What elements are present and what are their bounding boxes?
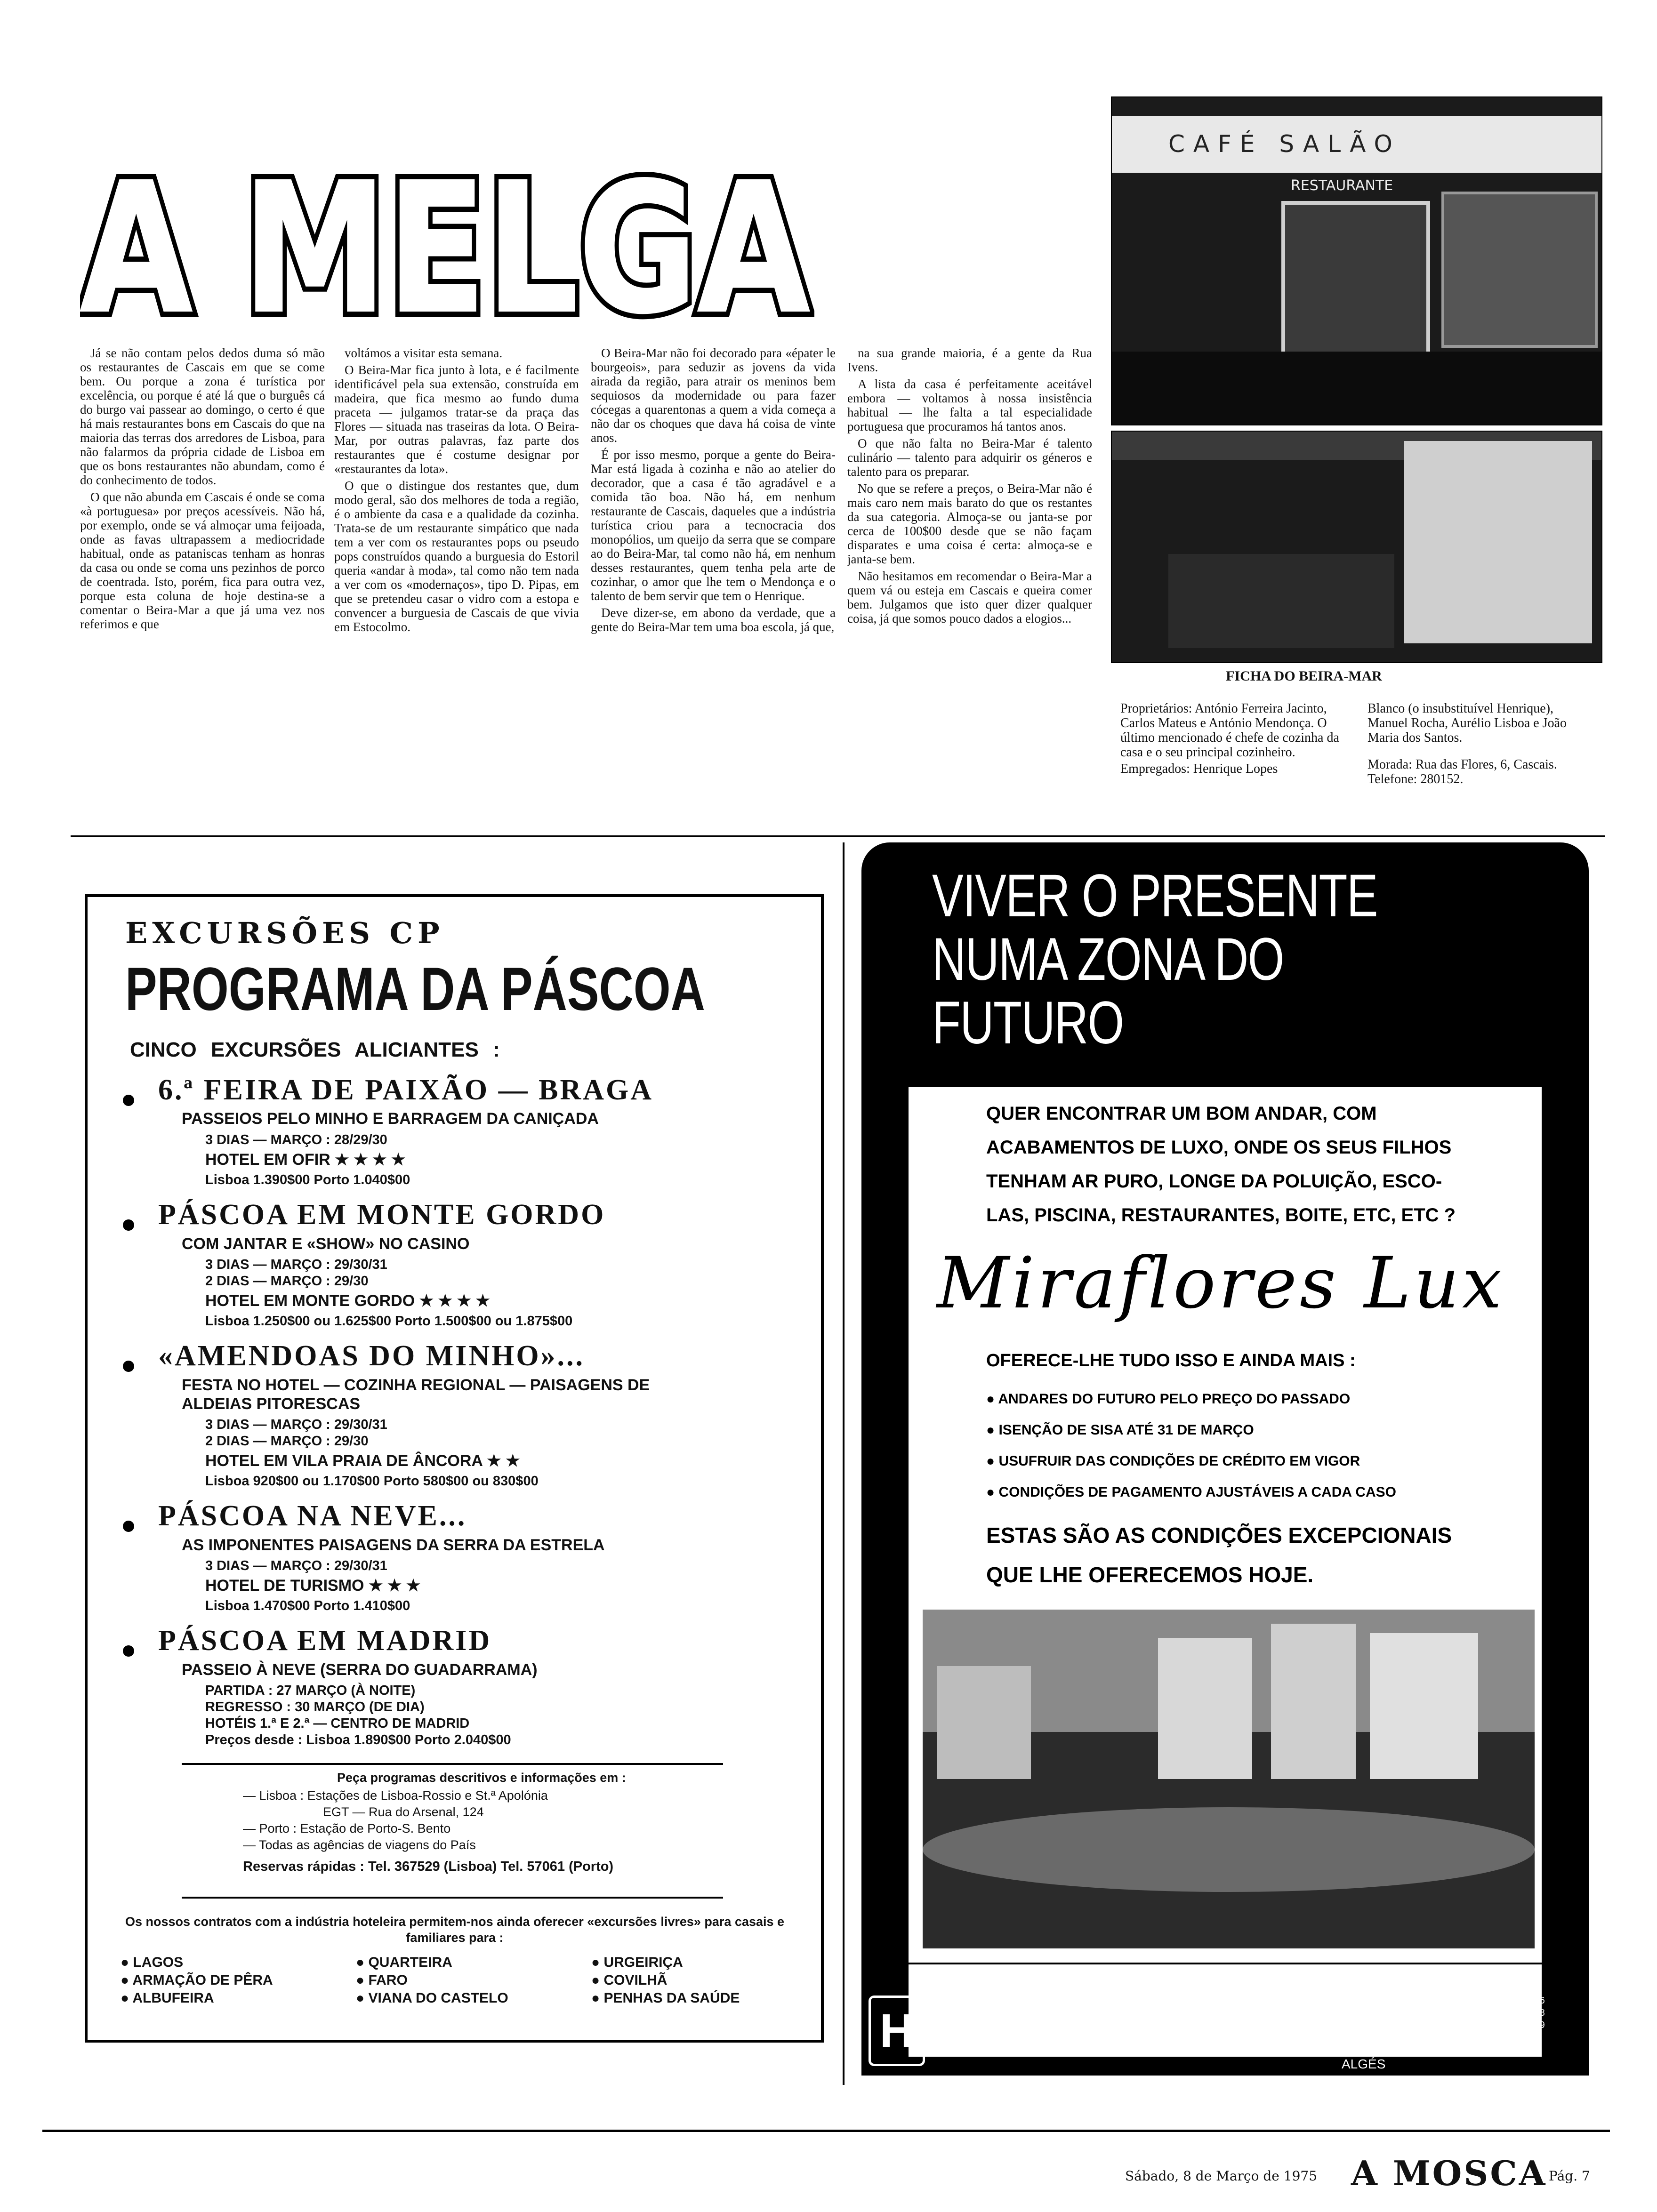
footer-paper-name: A MOSCA [1351, 2153, 1547, 2193]
destination-item: ● ALBUFEIRA [121, 1990, 214, 2006]
reservations-line: Reservas rápidas : Tel. 367529 (Lisboa) Tel. 57061 (Porto) [243, 1859, 614, 1874]
trip-line: Preços desde : Lisboa 1.890$00 Porto 2.040$00 [205, 1732, 511, 1747]
phone-number: 216749 [1513, 2020, 1545, 2030]
ficha-owners [1120, 701, 1360, 776]
town-name: ALGÉS [1342, 2057, 1386, 2071]
ad-title: PROGRAMA DA PÁSCOA [125, 954, 705, 1023]
destination-item: ● COVILHÃ [591, 1972, 668, 1988]
intro-line: ACABAMENTOS DE LUXO, ONDE OS SEUS FILHOS [986, 1137, 1452, 1158]
article-column-1 [80, 346, 325, 634]
trip-line: AS IMPONENTES PAISAGENS DA SERRA DA ESTRELA [182, 1536, 605, 1554]
company-sub: S.A.R.L. [1036, 2024, 1083, 2038]
destination-item: ● ARMAÇÃO DE PÊRA [121, 1972, 273, 1988]
article-title [80, 155, 814, 339]
ficha-text: Empregados: Henrique Lopes [1120, 761, 1278, 776]
article-paragraph: O Beira-Mar não foi decorado para «épater le bourgeois», para seduzir as jovens da vida airada da região, para atrair os meninos bem sequiosos da modernidade ou para fazer cócegas a quarentonas a quem a vida começa a não dar os choques que dava há coisa de vinte anos. [591, 346, 836, 445]
trip-line: 3 DIAS — MARÇO : 28/29/30 [205, 1132, 387, 1147]
trip-line: Lisboa 1.470$00 Porto 1.410$00 [205, 1598, 410, 1613]
ficha-text: Blanco (o insubstituível Henrique), Manuel Rocha, Aurélio Lisboa e João Maria dos Santos. [1367, 701, 1567, 745]
article-paragraph: Deve dizer-se, em abono da verdade, que a gente do Beira-Mar tem uma boa escola, já que, [591, 606, 836, 634]
photo-door-sign: RESTAURANTE [1291, 177, 1393, 194]
intro-line: LAS, PISCINA, RESTAURANTES, BOITE, ETC, ETC ? [986, 1205, 1456, 1226]
ad-headline: NUMA ZONA DO [932, 926, 1284, 993]
article-paragraph: É por isso mesmo, porque a gente do Beira-Mar está ligada à cozinha e não ao atelier do decorador, que a casa é tão agradável e a comida tão boa. Não há, em nenhum restaurante de Cascais, daqueles que a indústria turística criou para a tecnocracia dos monopólios, um queijo da serra que se compare ao do Beira-Mar, tal como não há, em nenhum desses restaurantes, quem tenha pela arte de cozinhar, o amor que lhe tem o Mendonça e o talento de bem servir que tem o Henrique. [591, 448, 836, 603]
article-paragraph: na sua grande maioria, é a gente da Rua Ivens. [847, 346, 1092, 374]
trip-line: REGRESSO : 30 MARÇO (DE DIA) [205, 1699, 425, 1715]
trip-line: COM JANTAR E «SHOW» NO CASINO [182, 1235, 470, 1253]
bullet-item: ● CONDIÇÕES DE PAGAMENTO AJUSTÁVEIS A CADA CASO [986, 1484, 1396, 1500]
destination-item: ● QUARTEIRA [356, 1955, 452, 1970]
trip-line: PASSEIO À NEVE (SERRA DO GUADARRAMA) [182, 1661, 538, 1679]
photo-wall-light [1404, 441, 1592, 643]
ad-closing [986, 1515, 1452, 1595]
photo-tower [1158, 1638, 1252, 1779]
trip-line: HOTÉIS 1.ª E 2.ª — CENTRO DE MADRID [205, 1716, 470, 1731]
closing-line: ESTAS SÃO AS CONDIÇÕES EXCEPCIONAIS [986, 1523, 1452, 1547]
photo-ground [1112, 352, 1601, 425]
destination-item: ● VIANA DO CASTELO [356, 1990, 508, 2006]
trip-bullet [123, 1645, 134, 1657]
photo-sign-text: CAFÉ SALÃO [1168, 130, 1401, 158]
info-line: Peça programas descritivos e informações em : [337, 1771, 626, 1785]
park-name: PARQUE RESIDENCIAL MIRAFLORES [1243, 2038, 1478, 2052]
brand-logo: Miraflores Lux [937, 1242, 1505, 1324]
trip-line: 2 DIAS — MARÇO : 29/30 [205, 1274, 369, 1289]
svg-text:A MELGA: A MELGA [80, 155, 811, 339]
trip-line: 3 DIAS — MARÇO : 29/30/31 [205, 1257, 387, 1272]
trip-line: Lisboa 1.390$00 Porto 1.040$00 [205, 1172, 410, 1187]
bullet-item: ● USUFRUIR DAS CONDIÇÕES DE CRÉDITO EM VIGOR [986, 1453, 1360, 1469]
miraflores-lux-ad [861, 842, 1589, 2076]
destination-item: ● PENHAS DA SAÚDE [591, 1990, 740, 2006]
ficha-title: FICHA DO BEIRA-MAR [1226, 668, 1382, 684]
footer-page-number: Pág. 7 [1549, 2168, 1590, 2184]
trip-bullet [123, 1219, 134, 1231]
trip-title: 6.ª FEIRA DE PAIXÃO — BRAGA [158, 1074, 654, 1106]
destination-item: ● FARO [356, 1972, 408, 1988]
company-name: HABITAT [1003, 1970, 1087, 1992]
trip-line: FESTA NO HOTEL — COZINHA REGIONAL — PAISAGENS DE [182, 1376, 650, 1394]
trip-line: 2 DIAS — MARÇO : 29/30 [205, 1434, 369, 1449]
ad-divider [909, 1963, 1542, 1964]
ficha-phone: Telefone: 280152. [1367, 772, 1464, 786]
bullet-item: ● ANDARES DO FUTURO PELO PREÇO DO PASSADO [986, 1391, 1351, 1407]
ad-intro [986, 1097, 1456, 1232]
destination-item: ● URGEIRIÇA [591, 1955, 683, 1970]
ad-bullets [986, 1384, 1396, 1508]
article-paragraph: A lista da casa é perfeitamente aceitável embora — voltamos à nossa insistência habitual — lhe falta a tal especialidade portuguesa que procuramos há tantos anos. [847, 377, 1092, 433]
photo-tower [1271, 1624, 1356, 1779]
info-line: — Todas as agências de viagens do País [243, 1838, 476, 1852]
ad-headline: VIVER O PRESENTE [932, 862, 1377, 930]
info-line: EGT — Rua do Arsenal, 124 [323, 1805, 484, 1819]
article-paragraph: O que não abunda em Cascais é onde se coma «à portuguesa» por preços acessíveis. Não há, por exemplo, onde se vá almoçar uma feijoada, onde as favas ultrapassem a mediocridade habitual, onde as pataniscas tenham as honras da casa ou onde se coma uns pezinhos de porco de coentrada. Isto, porém, fica para outra vez, porque esta coluna de hoje destina-se a comentar o Beira-Mar a que já uma vez nos referimos e que [80, 490, 325, 631]
article-paragraph: No que se refere a preços, o Beira-Mar não é mais caro nem mais barato do que os restantes da sua categoria. Almoça-se ou janta-se por cerca de 100$00 desde que se não façam disparates e uma coisa é certa: almoça-se e janta-se bem. [847, 481, 1092, 566]
article-paragraph: Já se não contam pelos dedos duma só mão os restaurantes de Cascais em que se come bem. Ou porque a zona é turística por excelência, ou porque é até lá que o burguês cá do burgo vai passear ao domingo, o certo é que há mais restaurantes bons em Cascais do que na maioria das terras dos arredores de Lisboa, para não falarmos da própria cidade de Lisboa em que os bons restaurantes não abundam, como é do conhecimento de todos. [80, 346, 325, 487]
closing-line: QUE LHE OFERECEMOS HOJE. [986, 1563, 1314, 1587]
article-paragraph: voltámos a visitar esta semana. [345, 346, 503, 360]
article-column-3 [591, 346, 836, 637]
trip-line: ALDEIAS PITORESCAS [182, 1395, 361, 1413]
sales-label: PROMOÇÃO E VENDAS [1313, 1974, 1462, 1989]
ad-kicker: EXCURSÕES CP [125, 916, 444, 950]
trip-line: HOTEL DE TURISMO ★ ★ ★ [205, 1577, 421, 1595]
photo-tower [1370, 1633, 1478, 1779]
trip-bullet [123, 1361, 134, 1372]
company-sub: EMPREENDIMENTOS IMOBILIÁRIOS [970, 2005, 1190, 2019]
ad-white-panel [909, 1087, 1542, 2057]
trip-bullet [123, 1521, 134, 1532]
habitat-logo: H [869, 1996, 925, 2066]
photo-pool [923, 1807, 1535, 1892]
trip-line: HOTEL EM MONTE GORDO ★ ★ ★ ★ [205, 1292, 490, 1310]
photo-tower [937, 1666, 1031, 1779]
ad-offer: OFERECE-LHE TUDO ISSO E AINDA MAIS : [986, 1351, 1356, 1370]
destinations-grid [121, 1954, 798, 2007]
trip-line: 3 DIAS — MARÇO : 29/30/31 [205, 1558, 387, 1573]
photo-window [1441, 192, 1598, 348]
article-paragraph: O Beira-Mar fica junto à lota, e é facilmente identificável pela sua extensão, construída em madeira, que fica mesmo ao fundo duma pracetа — julgamos tratar-se da praça das Flores — situada nas traseiras da lota. O Beira-Mar, por outras palavras, faz parte dos restaurantes que é costume designar por «restaurantes da lota». [334, 363, 579, 476]
photo-table [1168, 554, 1394, 648]
trip-title: «AMENDOAS DO MINHO»... [158, 1340, 585, 1372]
trip-title: PÁSCOA NA NEVE... [158, 1500, 467, 1532]
footer-divider [42, 2130, 1610, 2132]
info-box [182, 1763, 723, 1899]
ad-note: Os nossos contratos com a indústria hoteleira permitem-nos ainda oferecer «excursões livres» para casais e familiares para : [125, 1915, 785, 1945]
info-line: — Lisboa : Estações de Lisboa-Rossio e St.ª Apolónia [243, 1788, 548, 1803]
svg-text:A MELGA: A MELGA [80, 155, 811, 339]
article-paragraph: O que o distingue dos restantes que, dum modo geral, são dos melhores de toda a região, é o ambiente da casa e a qualidade da cozinha. Trata-se de um restaurante simpático que nada tem a ver com os restaurantes pops ou pseudo pops construídos quando a burguesia do Estoril queria «andar à moda», tal como não tem nada a ver com os «modernaços», tipo D. Pipas, em que se pretendeu casar o vidro com a estopa e convencer a burguesia de Cascais de que vivia em Estocolmo. [334, 479, 579, 634]
page-footer [1125, 2153, 1596, 2191]
destination-item: ● LAGOS [121, 1955, 184, 1970]
building-photo [923, 1610, 1535, 1948]
ficha-text: Proprietários: António Ferreira Jacinto, Carlos Mateus e António Mendonça. O último mencionado é chefe de cozinha da casa e o seu principal cozinheiro. [1120, 701, 1339, 760]
footer-date: Sábado, 8 de Março de 1975 [1125, 2168, 1318, 2184]
info-line: — Porto : Estação de Porto-S. Bento [243, 1821, 451, 1835]
trip-line: Lisboa 1.250$00 ou 1.625$00 Porto 1.500$00 ou 1.875$00 [205, 1314, 573, 1329]
trip-title: PÁSCOA EM MONTE GORDO [158, 1199, 606, 1231]
restaurant-interior-photo [1111, 431, 1602, 663]
article-paragraph: O que não falta no Beira-Mar é talento culinário — talento para adquirir os géneros e talento para os preparar. [847, 436, 1092, 479]
intro-line: TENHAM AR PURO, LONGE DA POLUIÇÃO, ESCO- [986, 1171, 1442, 1192]
trip-title: PÁSCOA EM MADRID [158, 1625, 492, 1657]
column-divider [843, 842, 845, 2085]
intro-line: QUER ENCONTRAR UM BOM ANDAR, COM [986, 1103, 1377, 1124]
article-paragraph: Não hesitamos em recomendar o Beira-Mar a quem vá ou esteja em Cascais e queira comer bem. Julgamos que isto quer dizer qualquer coisa, já que somos pouco dados a elogios... [847, 569, 1092, 625]
sales-address: AV. DAS TULIPAS, LOTE 10 TEL.ES [1229, 2005, 1437, 2019]
ad-headline: FUTURO [932, 989, 1124, 1057]
sales-phones [1513, 1995, 1545, 2031]
article-column-2 [334, 346, 579, 637]
trip-line: PASSEIOS PELO MINHO E BARRAGEM DA CANIÇADA [182, 1110, 599, 1128]
phone-number: 215756 [1513, 1996, 1545, 2006]
excursoes-cp-ad [85, 894, 824, 2043]
trip-bullet [123, 1095, 134, 1106]
trip-line: 3 DIAS — MARÇO : 29/30/31 [205, 1417, 387, 1432]
bullet-item: ● ISENÇÃO DE SISA ATÉ 31 DE MARÇO [986, 1422, 1254, 1438]
ficha-address: Morada: Rua das Flores, 6, Cascais. [1367, 757, 1557, 772]
phone-number: 216768 [1513, 2008, 1545, 2018]
trip-line: HOTEL EM VILA PRAIA DE ÂNCORA ★ ★ [205, 1452, 520, 1470]
ficha-staff [1367, 701, 1593, 786]
section-divider [71, 835, 1605, 837]
restaurant-exterior-photo [1111, 96, 1602, 425]
article-column-4 [847, 346, 1092, 628]
trip-line: Lisboa 920$00 ou 1.170$00 Porto 580$00 ou 830$00 [205, 1474, 539, 1489]
ad-subtitle: CINCO EXCURSÕES ALICIANTES : [130, 1038, 500, 1061]
trip-line: PARTIDA : 27 MARÇO (À NOITE) [205, 1683, 416, 1698]
trip-line: HOTEL EM OFIR ★ ★ ★ ★ [205, 1151, 406, 1169]
